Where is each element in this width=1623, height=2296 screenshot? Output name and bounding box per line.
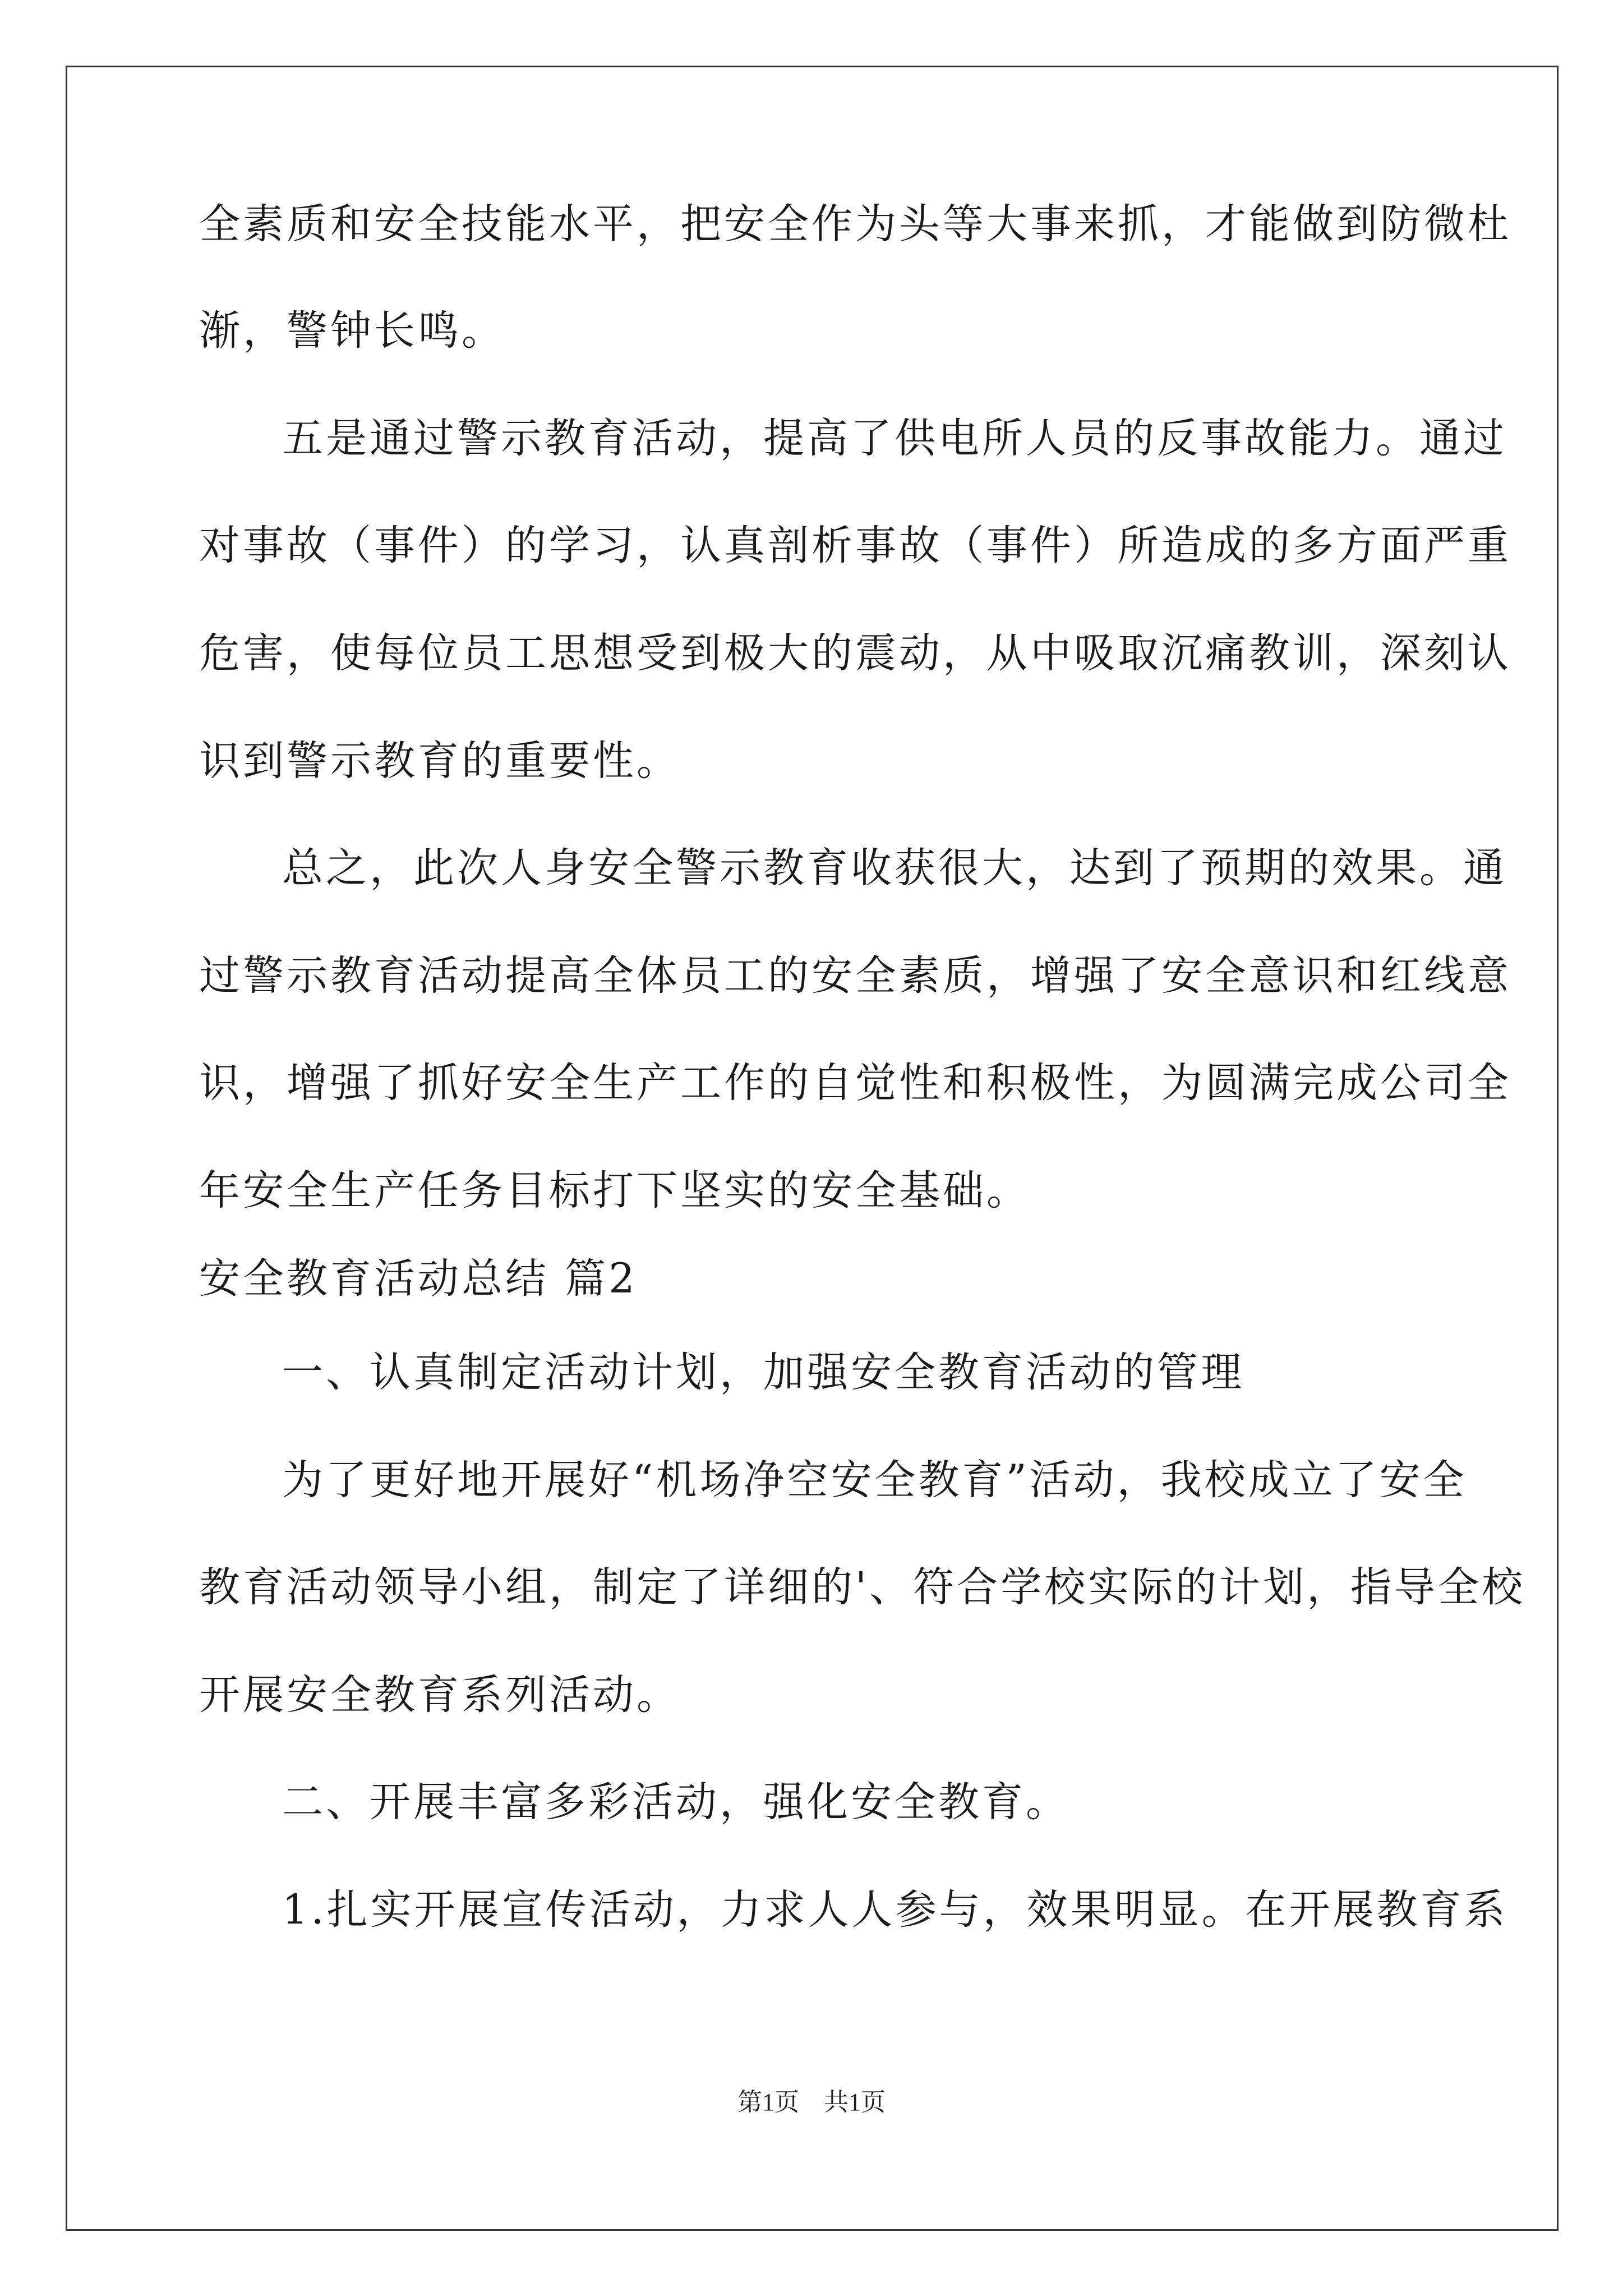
paragraph-start: 1.扎实开展宣传活动，力求人人参与，效果明显。在开展教育系 xyxy=(282,1886,1508,1934)
text-line: 开展安全教育系列活动。 xyxy=(199,1671,680,1719)
page-footer: 第1页 共1页 xyxy=(737,2088,886,2116)
text-line: 危害，使每位员工思想受到极大的震动，从中吸取沉痛教训，深刻认 xyxy=(199,629,1511,677)
text-line: 对事故（事件）的学习，认真剖析事故（事件）所造成的多方面严重 xyxy=(199,522,1511,569)
paragraph-start: 总之，此次人身安全警示教育收获很大，达到了预期的效果。通 xyxy=(282,844,1507,892)
text-line: 全素质和安全技能水平，把安全作为头等大事来抓，才能做到防微杜 xyxy=(199,200,1511,248)
text-line: 过警示教育活动提高全体员工的安全素质，增强了安全意识和红线意 xyxy=(199,952,1511,1000)
text-line: 教育活动领导小组，制定了详细的'、符合学校实际的计划，指导全校 xyxy=(199,1563,1526,1611)
paragraph-start: 五是通过警示教育活动，提高了供电所人员的反事故能力。通过 xyxy=(282,415,1507,462)
text-line: 渐，警钟长鸣。 xyxy=(199,307,505,355)
text-line: 识到警示教育的重要性。 xyxy=(199,737,680,785)
subheading: 一、认真制定活动计划，加强安全教育活动的管理 xyxy=(282,1349,1244,1396)
text-line: 识，增强了抓好安全生产工作的自觉性和积极性，为圆满完成公司全 xyxy=(199,1059,1511,1107)
section-heading: 安全教育活动总结 篇2 xyxy=(199,1255,638,1303)
paragraph-start: 为了更好地开展好“机场净空安全教育”活动，我校成立了安全 xyxy=(282,1456,1467,1504)
text-line: 年安全生产任务目标打下坚实的安全基础。 xyxy=(199,1167,1030,1214)
subheading: 二、开展丰富多彩活动，强化安全教育。 xyxy=(282,1778,1069,1826)
